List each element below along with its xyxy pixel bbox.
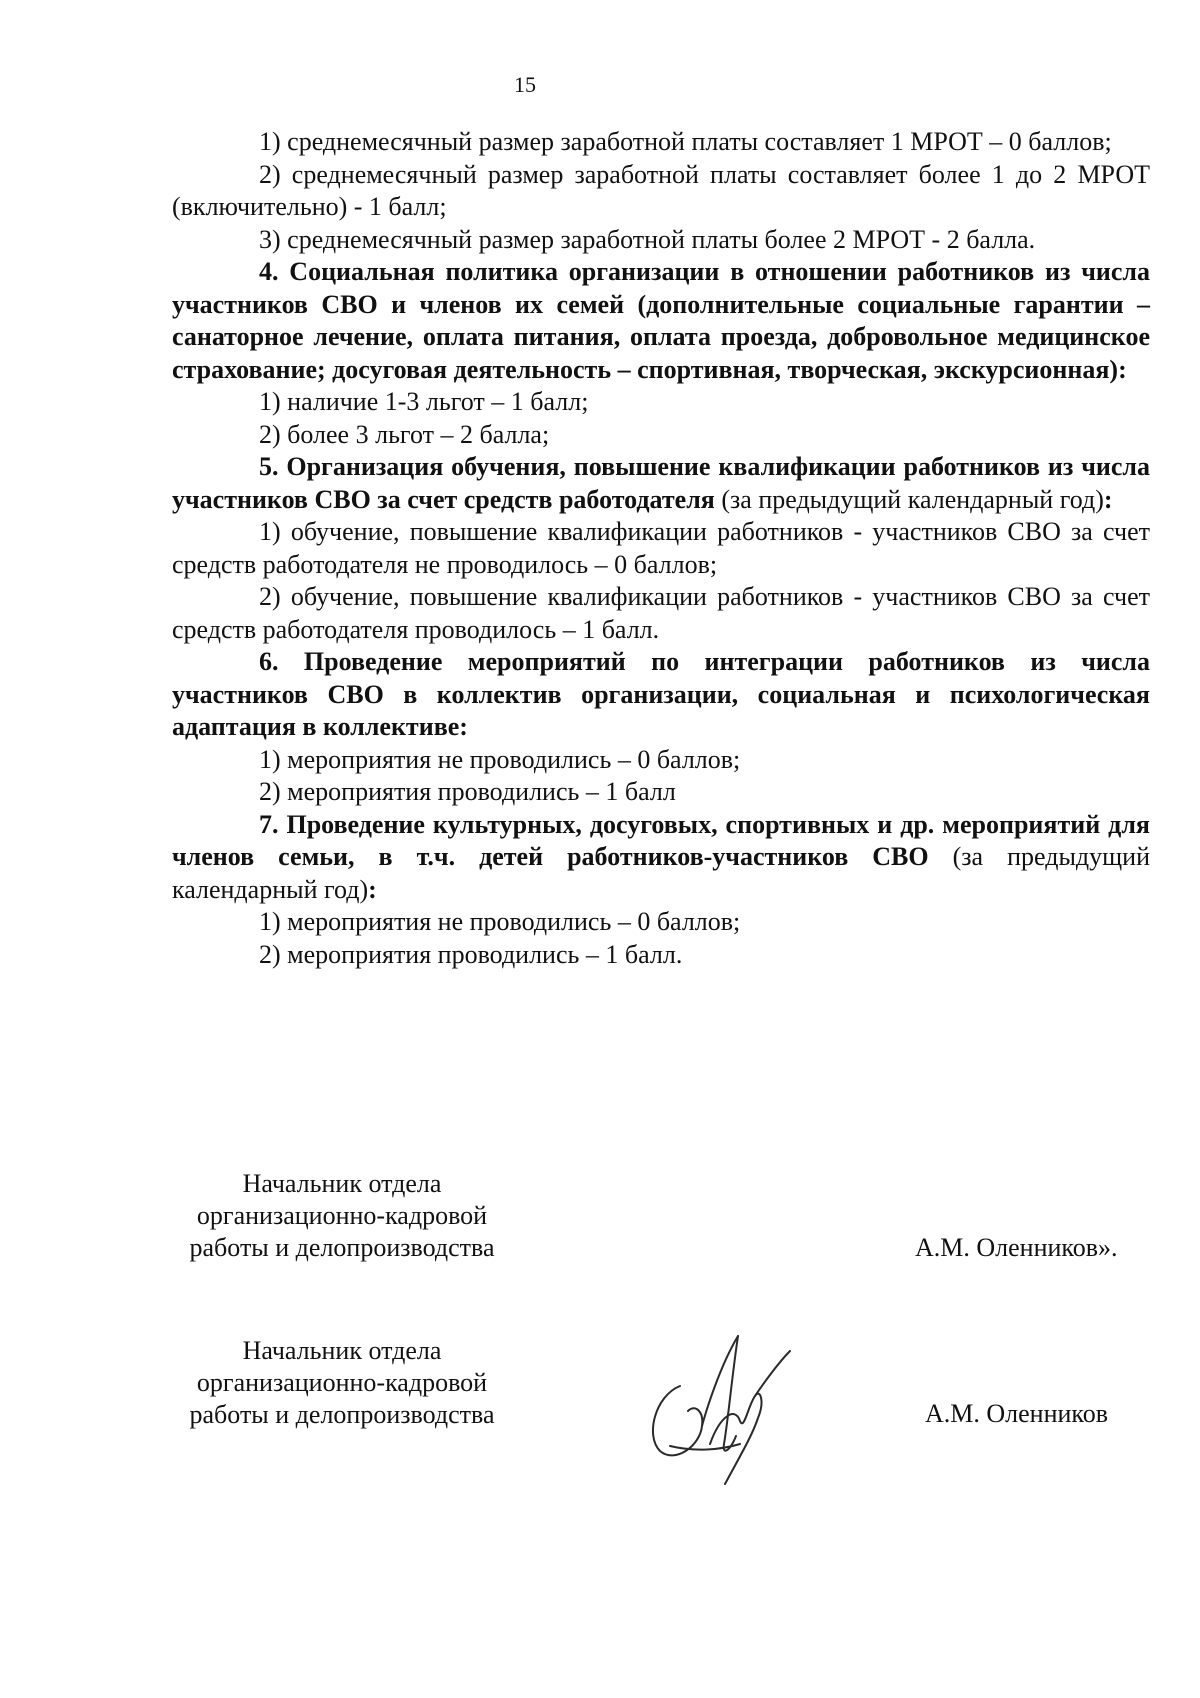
- document-body: [172, 126, 1150, 971]
- intro-item-1: 1) среднемесячный размер заработной платы составляет 1 МРОТ – 0 баллов;: [259, 127, 1112, 156]
- page-number: 15: [514, 72, 536, 97]
- signature-block-1-title: [172, 1168, 512, 1264]
- section-6-item-2: 2) мероприятия проводились – 1 балл: [259, 777, 676, 806]
- section-7-heading: [172, 809, 1150, 907]
- signature-block-2-title-line-3: работы и делопроизводства: [189, 1400, 495, 1429]
- section-6-item-1: 1) мероприятия не проводились – 0 баллов;: [259, 744, 741, 774]
- signature-block-1-title-line-1: Начальник отдела: [242, 1169, 442, 1198]
- signature-block-2-name: А.М. Оленников: [925, 1399, 1109, 1428]
- section-5-item-1: 1) обучение, повышение квалификации работников - участников СВО за счет средств работодателя не проводилось – 0 баллов;: [172, 517, 1150, 579]
- section-7-heading-bold: 7. Проведение культурных, досуговых, спортивных и др. мероприятий для членов семьи, в т.ч. детей работников-участников СВО: [172, 809, 1150, 871]
- signature-block-2-title-line-2: организационно-кадровой: [196, 1368, 488, 1397]
- section-7-heading-normal: (за предыдущий календарный год): [172, 842, 1150, 904]
- section-5-heading-colon: :: [1103, 484, 1113, 514]
- signature-block-1-title-line-3: работы и делопроизводства: [189, 1233, 495, 1262]
- signature-block-1-title-line-2: организационно-кадровой: [196, 1201, 488, 1230]
- section-7-heading-colon: :: [368, 874, 377, 904]
- section-5-heading-normal: (за предыдущий календарный год): [714, 484, 1104, 514]
- handwritten-signature: [640, 1326, 810, 1486]
- section-4-heading: 4. Социальная политика организации в отношении работников из числа участников СВО и членов их семей (дополнительные социальные гарантии – санаторное лечение, оплата питания, оплата проезда, добровольное медицинское страхование; досуговая деятельность – спортивная, творческая, экскурсионная):: [172, 257, 1150, 384]
- section-5-heading: [172, 451, 1150, 516]
- section-5-item-2: 2) обучение, повышение квалификации работников - участников СВО за счет средств работодателя проводилось – 1 балл.: [172, 582, 1150, 644]
- intro-item-2: 2) среднемесячный размер заработной платы составляет более 1 до 2 МРОТ (включительно) - 1 балл;: [172, 159, 1150, 221]
- section-7-item-1: 1) мероприятия не проводились – 0 баллов;: [259, 907, 741, 936]
- section-7-item-2: 2) мероприятия проводились – 1 балл.: [259, 939, 683, 969]
- signature-block-1-name: А.М. Оленников».: [915, 1233, 1118, 1262]
- section-4-item-2: 2) более 3 льгот – 2 балла;: [259, 419, 550, 449]
- intro-item-3: 3) среднемесячный размер заработной платы более 2 МРОТ - 2 балла.: [259, 224, 1036, 254]
- signature-block-2-title: [172, 1335, 512, 1431]
- section-4-item-1: 1) наличие 1-3 льгот – 1 балл;: [259, 387, 589, 416]
- section-5-heading-bold: 5. Организация обучения, повышение квалификации работников из числа участников СВО за счет средств работодателя: [172, 452, 1150, 514]
- signature-block-2-title-line-1: Начальник отдела: [242, 1336, 442, 1365]
- section-6-heading: 6. Проведение мероприятий по интеграции работников из числа участников СВО в коллектив организации, социальная и психологическая адаптация в коллективе:: [172, 647, 1150, 741]
